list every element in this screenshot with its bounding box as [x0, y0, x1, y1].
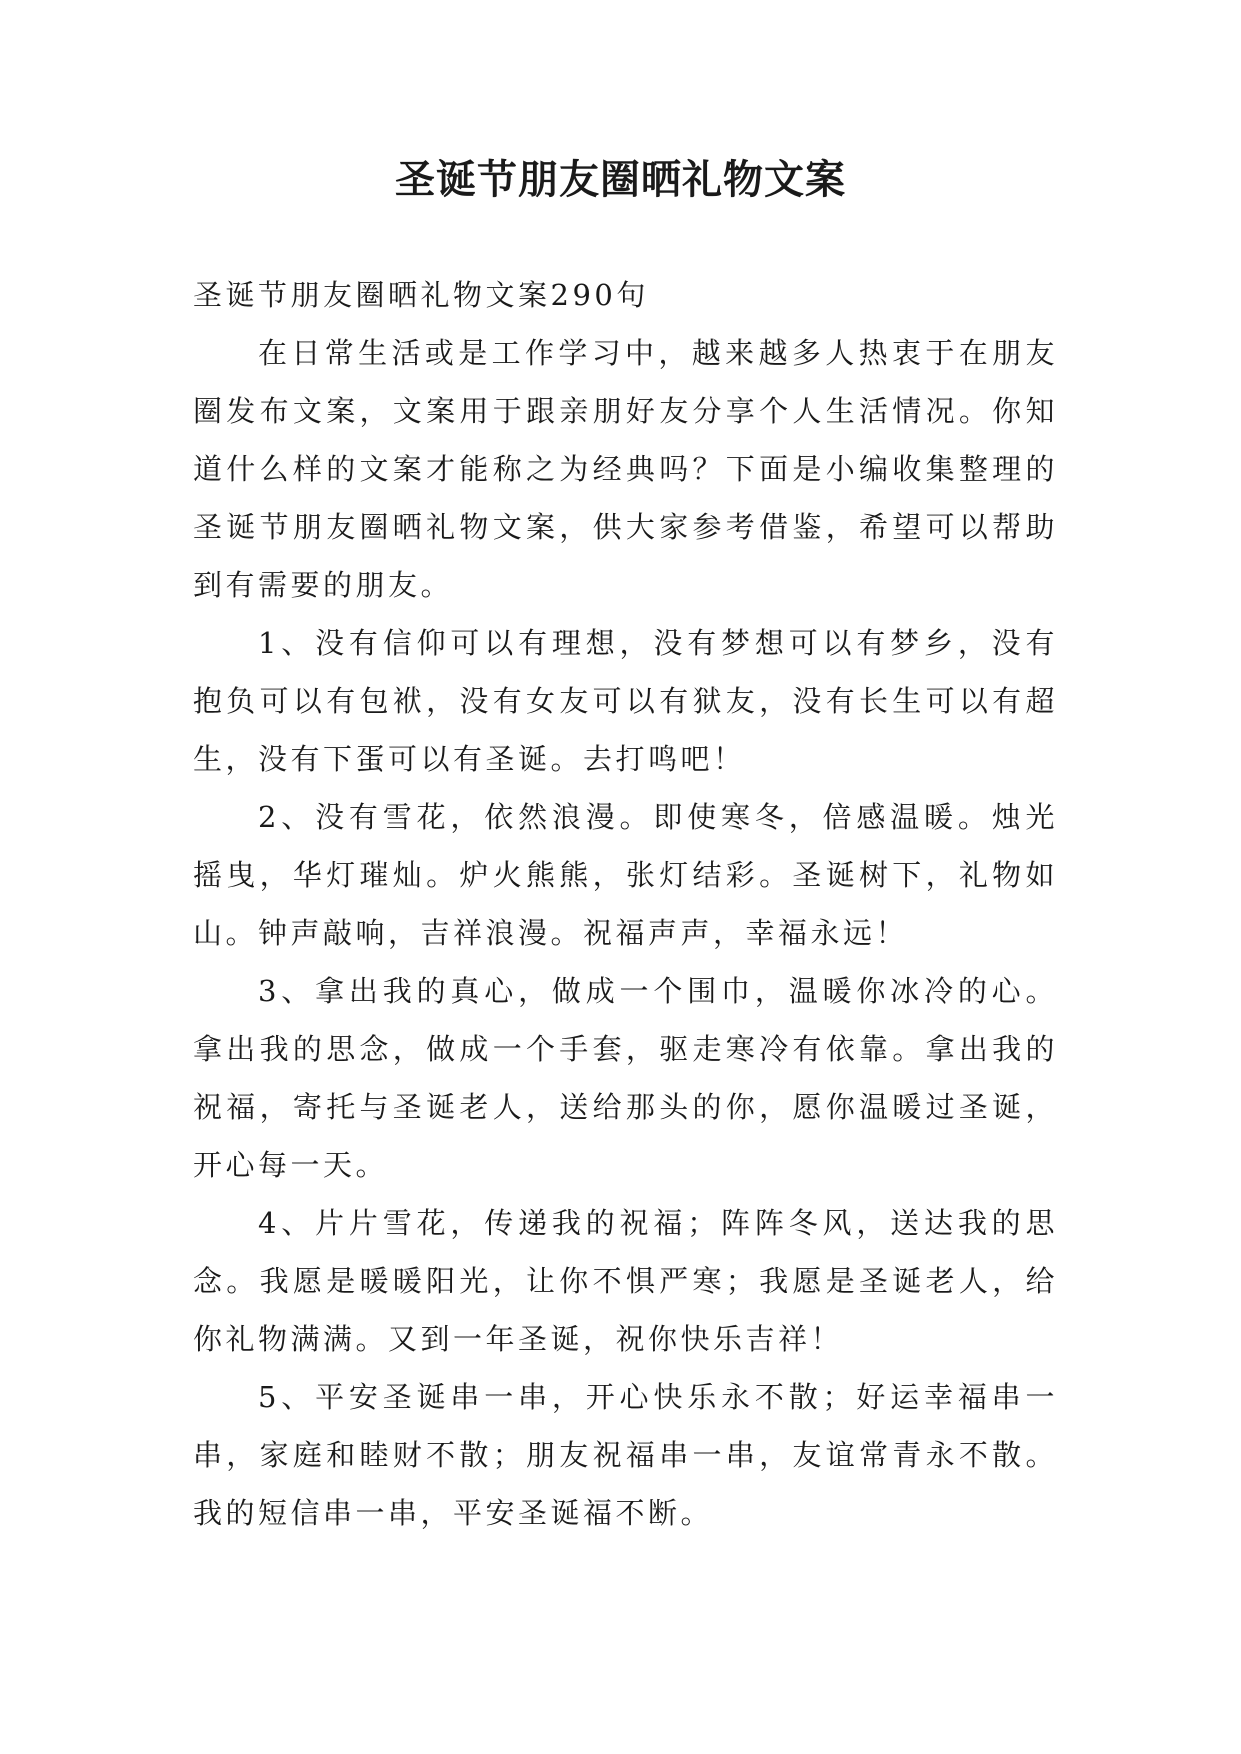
paragraph-item-5: 5、平安圣诞串一串，开心快乐永不散；好运幸福串一串，家庭和睦财不散；朋友祝福串一串，友谊常青永不散。我的短信串一串，平安圣诞福不断。	[193, 1380, 1058, 1530]
paragraph-item-4: 4、片片雪花，传递我的祝福；阵阵冬风，送达我的思念。我愿是暖暖阳光，让你不惧严寒；我愿是圣诞老人，给你礼物满满。又到一年圣诞，祝你快乐吉祥！	[193, 1206, 1058, 1356]
page-title: 圣诞节朋友圈晒礼物文案	[395, 157, 846, 203]
paragraph-intro: 在日常生活或是工作学习中，越来越多人热衷于在朋友圈发布文案，文案用于跟亲朋好友分享个人生活情况。你知道什么样的文案才能称之为经典吗？下面是小编收集整理的圣诞节朋友圈晒礼物文案，供大家参考借鉴，希望可以帮助到有需要的朋友。	[193, 336, 1058, 602]
paragraph-item-3: 3、拿出我的真心，做成一个围巾，温暖你冰冷的心。拿出我的思念，做成一个手套，驱走寒冷有依靠。拿出我的祝福，寄托与圣诞老人，送给那头的你，愿你温暖过圣诞，开心每一天。	[193, 974, 1058, 1182]
paragraph-item-2: 2、没有雪花，依然浪漫。即使寒冬，倍感温暖。烛光摇曳，华灯璀灿。炉火熊熊，张灯结彩。圣诞树下，礼物如山。钟声敲响，吉祥浪漫。祝福声声，幸福永远！	[193, 800, 1058, 950]
paragraph-item-1: 1、没有信仰可以有理想，没有梦想可以有梦乡，没有抱负可以有包袱，没有女友可以有狱友，没有长生可以有超生，没有下蛋可以有圣诞。去打鸣吧！	[193, 626, 1058, 776]
document-subtitle: 圣诞节朋友圈晒礼物文案290句	[193, 278, 649, 312]
document-body	[193, 266, 1058, 1542]
